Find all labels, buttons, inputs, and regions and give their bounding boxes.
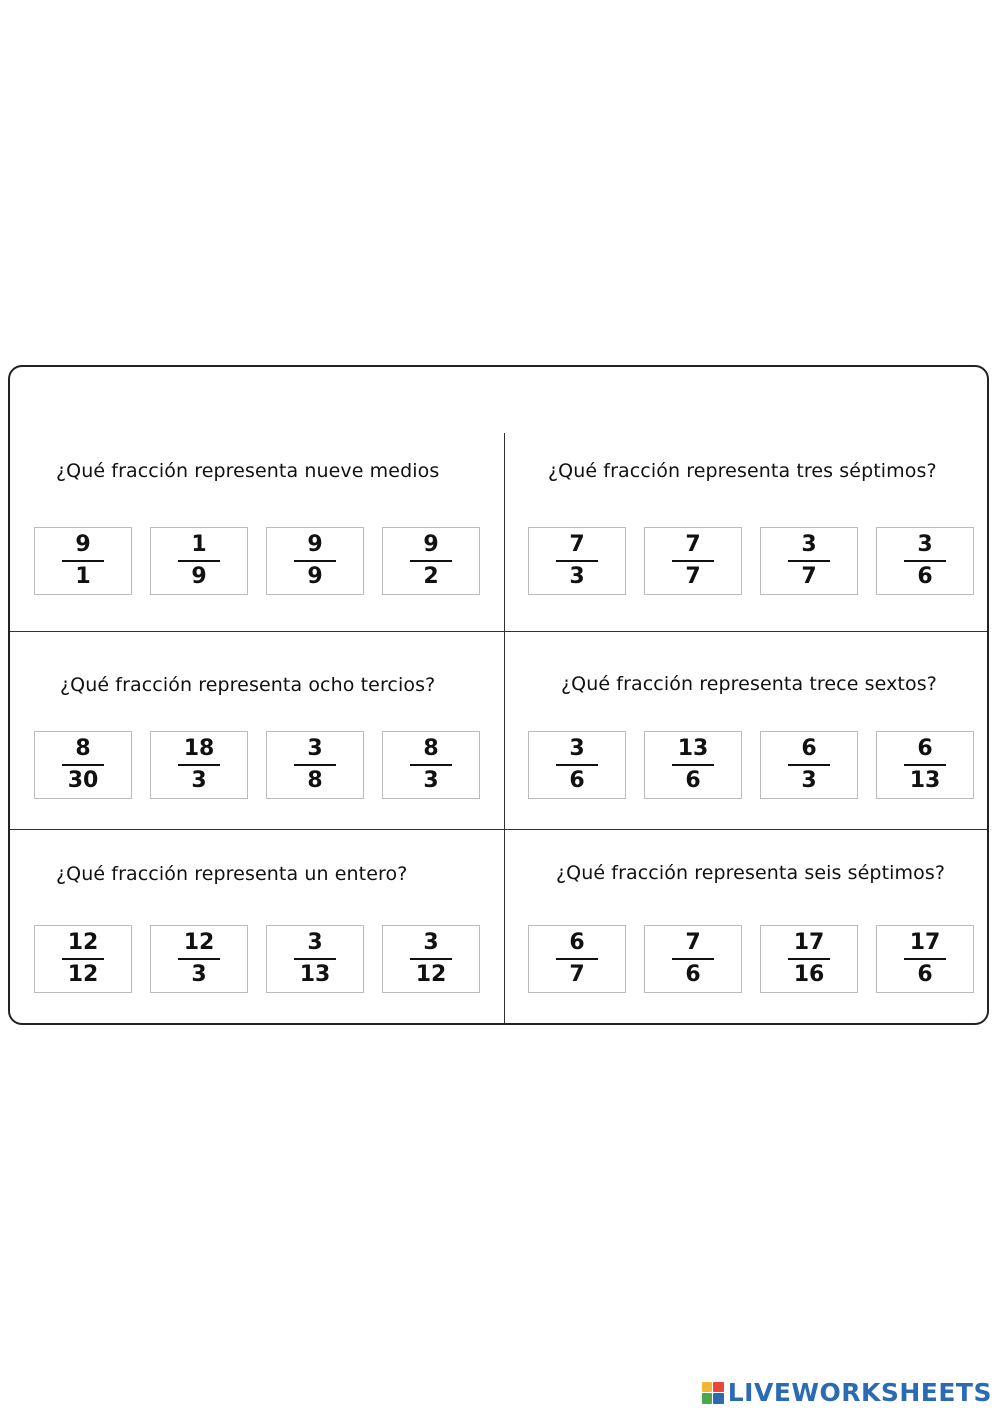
denominator: 9 [307, 563, 323, 589]
q1-option-1[interactable] [34, 527, 132, 595]
numerator: 8 [75, 735, 91, 761]
q6-option-3[interactable] [760, 925, 858, 993]
denominator: 8 [307, 767, 323, 793]
fraction-bar [904, 764, 946, 766]
numerator: 9 [307, 531, 323, 557]
q2-option-1[interactable] [528, 527, 626, 595]
q4-option-4[interactable] [876, 731, 974, 799]
numerator: 17 [793, 929, 825, 955]
liveworksheets-logo-icon [702, 1382, 724, 1404]
numerator: 1 [191, 531, 207, 557]
q3-option-4[interactable] [382, 731, 480, 799]
denominator: 12 [415, 961, 447, 987]
column-divider [504, 433, 505, 1023]
q4-option-1[interactable] [528, 731, 626, 799]
numerator: 6 [569, 929, 585, 955]
numerator: 18 [183, 735, 215, 761]
numerator: 7 [569, 531, 585, 557]
numerator: 8 [423, 735, 439, 761]
fraction-bar [556, 560, 598, 562]
fraction-bar [62, 560, 104, 562]
fraction-bar [904, 560, 946, 562]
question-1-text: ¿Qué fracción representa nueve medios [56, 460, 440, 482]
q3-option-2[interactable] [150, 731, 248, 799]
denominator: 3 [191, 767, 207, 793]
numerator: 13 [677, 735, 709, 761]
fraction-bar [556, 764, 598, 766]
denominator: 6 [685, 767, 701, 793]
fraction-bar [62, 958, 104, 960]
numerator: 3 [307, 735, 323, 761]
denominator: 7 [569, 961, 585, 987]
question-6-text: ¿Qué fracción representa seis séptimos? [556, 862, 946, 884]
question-4-text: ¿Qué fracción representa trece sextos? [561, 673, 937, 695]
q2-option-3[interactable] [760, 527, 858, 595]
question-2-text: ¿Qué fracción representa tres séptimos? [548, 460, 937, 482]
q4-option-3[interactable] [760, 731, 858, 799]
denominator: 13 [909, 767, 941, 793]
q1-option-4[interactable] [382, 527, 480, 595]
question-5-options [34, 925, 480, 993]
numerator: 3 [307, 929, 323, 955]
denominator: 12 [67, 961, 99, 987]
denominator: 3 [423, 767, 439, 793]
liveworksheets-brand[interactable] [702, 1378, 992, 1407]
q5-option-4[interactable] [382, 925, 480, 993]
row-divider-2 [10, 829, 987, 830]
fraction-bar [294, 764, 336, 766]
fraction-bar [788, 560, 830, 562]
numerator: 9 [423, 531, 439, 557]
numerator: 7 [685, 531, 701, 557]
fraction-bar [410, 958, 452, 960]
fraction-bar [294, 958, 336, 960]
fraction-bar [788, 958, 830, 960]
question-2-options [528, 527, 974, 595]
q5-option-3[interactable] [266, 925, 364, 993]
fraction-bar [556, 958, 598, 960]
numerator: 3 [801, 531, 817, 557]
fraction-bar [178, 958, 220, 960]
q5-option-2[interactable] [150, 925, 248, 993]
denominator: 1 [75, 563, 91, 589]
numerator: 12 [67, 929, 99, 955]
q4-option-2[interactable] [644, 731, 742, 799]
denominator: 6 [569, 767, 585, 793]
fraction-bar [178, 560, 220, 562]
question-6-options [528, 925, 974, 993]
fraction-bar [62, 764, 104, 766]
fraction-bar [672, 560, 714, 562]
numerator: 3 [569, 735, 585, 761]
denominator: 6 [685, 961, 701, 987]
question-5-text: ¿Qué fracción representa un entero? [56, 863, 408, 885]
fraction-bar [788, 764, 830, 766]
denominator: 2 [423, 563, 439, 589]
brand-name: LIVEWORKSHEETS [727, 1378, 992, 1407]
denominator: 3 [569, 563, 585, 589]
question-3-text: ¿Qué fracción representa ocho tercios? [60, 674, 436, 696]
question-1-options [34, 527, 480, 595]
denominator: 7 [685, 563, 701, 589]
fraction-bar [178, 764, 220, 766]
numerator: 6 [917, 735, 933, 761]
q6-option-4[interactable] [876, 925, 974, 993]
fraction-bar [672, 958, 714, 960]
denominator: 16 [793, 961, 825, 987]
denominator: 3 [801, 767, 817, 793]
fraction-bar [410, 560, 452, 562]
q1-option-3[interactable] [266, 527, 364, 595]
denominator: 13 [299, 961, 331, 987]
denominator: 7 [801, 563, 817, 589]
row-divider-1 [10, 631, 987, 632]
fraction-bar [294, 560, 336, 562]
denominator: 9 [191, 563, 207, 589]
denominator: 6 [917, 961, 933, 987]
question-3-options [34, 731, 480, 799]
fraction-bar [672, 764, 714, 766]
denominator: 30 [67, 767, 99, 793]
question-4-options [528, 731, 974, 799]
q5-option-1[interactable] [34, 925, 132, 993]
q3-option-3[interactable] [266, 731, 364, 799]
numerator: 9 [75, 531, 91, 557]
numerator: 3 [423, 929, 439, 955]
q6-option-2[interactable] [644, 925, 742, 993]
q1-option-2[interactable] [150, 527, 248, 595]
q6-option-1[interactable] [528, 925, 626, 993]
fraction-bar [904, 958, 946, 960]
q2-option-2[interactable] [644, 527, 742, 595]
numerator: 12 [183, 929, 215, 955]
q3-option-1[interactable] [34, 731, 132, 799]
numerator: 17 [909, 929, 941, 955]
denominator: 3 [191, 961, 207, 987]
q2-option-4[interactable] [876, 527, 974, 595]
fraction-bar [410, 764, 452, 766]
numerator: 7 [685, 929, 701, 955]
worksheet-panel [8, 365, 989, 1025]
numerator: 3 [917, 531, 933, 557]
denominator: 6 [917, 563, 933, 589]
numerator: 6 [801, 735, 817, 761]
